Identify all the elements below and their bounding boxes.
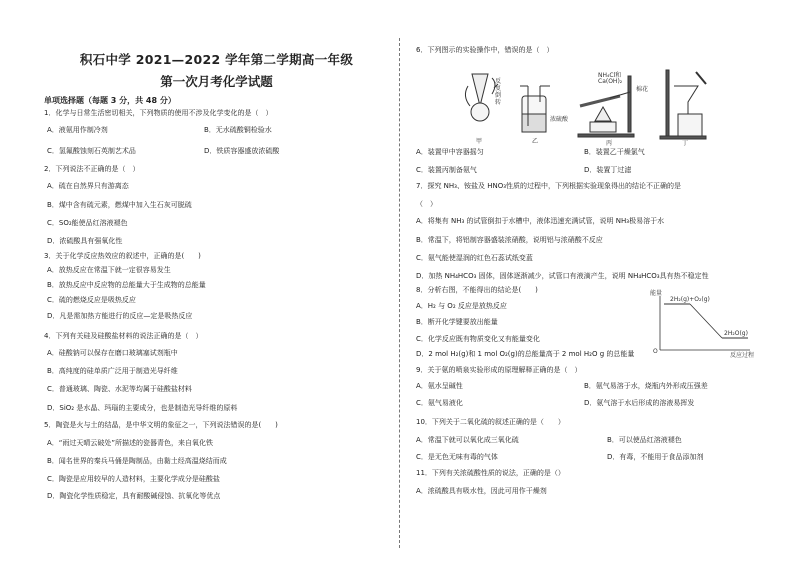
figure-jia <box>465 74 498 121</box>
energy-origin: O <box>653 348 658 355</box>
question-text-line: C．普通玻璃、陶瓷、水泥等均属于硅酸盐材料 <box>47 385 192 393</box>
fig-label-ding: 丁 <box>682 140 689 147</box>
question-text-line: 4．下列有关硅及硅酸盐材料的说法正确的是（ ） <box>44 332 203 340</box>
question-text-line: 11．下列有关浓硫酸性质的说法，正确的是（） <box>416 469 565 477</box>
question-text-line: C．氢氟酸蚀刻石英制艺术品 <box>47 147 136 155</box>
question-text-line: A．硅酸钠可以保存在磨口玻璃塞试剂瓶中 <box>47 349 178 357</box>
question-text-line: A．氨水呈碱性 <box>416 382 463 390</box>
fig-jia-note: 反复倒转 <box>495 78 502 106</box>
option-text-line: B．可以使品红溶液褪色 <box>607 436 682 444</box>
column-divider <box>399 38 400 548</box>
question-text-line: 8．分析右图，不能得出的结论是( ) <box>416 286 538 294</box>
question6-figures <box>460 66 710 147</box>
question-text-line: C．化学反应既有物质变化又有能量变化 <box>416 335 540 343</box>
reactant-label: 2H₂(g)+O₂(g) <box>670 296 710 303</box>
question-text-line: D．加热 NH₄HCO₃ 固体，固体逐渐减少，试管口有液滴产生，说明 NH₄HCO₃具有热不稳定性 <box>416 272 709 280</box>
question-text-line: 10．下列关于二氧化硫的叙述正确的是（ ） <box>416 418 565 426</box>
figure-yi <box>520 86 550 132</box>
question-text-line: B．高纯度的硅单质广泛用于制造光导纤维 <box>47 367 178 375</box>
question-text-line: D．SiO₂ 是水晶、玛瑙的主要成分，也是制造光导纤维的原料 <box>47 404 238 412</box>
figure-bing <box>578 76 634 137</box>
question-text-line: 3．关于化学反应热效应的叙述中，正确的是( ) <box>44 252 201 260</box>
section-heading: 单项选择题（每题 3 分，共 48 分） <box>44 96 176 105</box>
fig-label-yi: 乙 <box>532 138 539 145</box>
fig-label-bing: 丙 <box>606 140 613 147</box>
product-label: 2H₂O(g) <box>724 330 748 337</box>
option-text-line: A．装置甲中容器摇匀 <box>416 148 484 156</box>
question-text-line: D．凡是需加热方能进行的反应—定是吸热反应 <box>47 312 193 320</box>
question-text-line: 2．下列说法不正确的是（ ） <box>44 165 140 173</box>
option-text-line: D．装置丁过滤 <box>584 166 632 174</box>
fig-yi-reagent: 浓硫酸 <box>550 116 569 123</box>
question-text-line: A．浓硫酸具有吸水性，因此可用作干燥剂 <box>416 487 547 495</box>
option-text-line: D．有毒，不能用于食品添加剂 <box>607 453 704 461</box>
figure-ding <box>660 70 706 139</box>
option-text-line: C．装置丙制备氨气 <box>416 166 477 174</box>
question-text-line: 7．探究 NH₃、铵盐及 HNO₃性质的过程中，下列根据实验现象得出的结论不正确的是 <box>416 182 682 190</box>
question-text-line: C．SO₂能使品红溶液褪色 <box>47 219 128 227</box>
question-text-line: 5．陶瓷是火与土的结晶，是中华文明的象征之一，下列说法错误的是( ) <box>44 421 278 429</box>
question-text-line: D．陶瓷化学性质稳定，具有耐酸碱侵蚀、抗氧化等优点 <box>47 492 221 500</box>
exam-title-line1: 积石中学 2021—2022 学年第二学期高一年级 <box>79 52 354 67</box>
question-text-line: A．将集有 NH₃ 的试管倒扣于水槽中，液体迅速充满试管，说明 NH₃极易溶于水 <box>416 217 665 225</box>
energy-xlabel: 反应过程 <box>730 352 755 359</box>
question-text-line: 1．化学与日常生活密切相关，下列物质的使用不涉及化学变化的是（ ） <box>44 109 273 117</box>
question-text-line: A．H₂ 与 O₂ 反应是放热反应 <box>416 302 507 310</box>
question-text-line: C．氨气能使湿润的红色石蕊试纸变蓝 <box>416 254 533 262</box>
energy-curve <box>690 304 722 338</box>
fig-bing-reagent1: NH₄Cl和 <box>598 72 622 79</box>
question-text-line: A．常温下就可以氧化成三氧化硫 <box>416 436 519 444</box>
exam-title-line2: 第一次月考化学试题 <box>160 74 273 89</box>
question-text-line: C．氨气易液化 <box>416 399 463 407</box>
question-text-line: B．闻名世界的秦兵马俑是陶制品，由黏土经高温烧结而成 <box>47 457 227 465</box>
energy-diagram <box>650 292 755 357</box>
question-text-line: 9．关于氨的喷泉实验形成的原理解释正确的是（ ） <box>416 366 582 374</box>
question-text-line: A．放热反应在常温下就一定很容易发生 <box>47 266 171 274</box>
option-text-line: B．无水硫酸铜检验水 <box>204 126 272 134</box>
option-text-line: B．装置乙干燥氯气 <box>584 148 645 156</box>
question-text-line: A．硫在自然界只有游离态 <box>47 182 129 190</box>
fig-bing-reagent2: Ca(OH)₂ <box>598 78 623 85</box>
question-text-line: C．陶瓷是应用较早的人造材料，主要化学成分是硅酸盐 <box>47 475 220 483</box>
option-text-line: B．氨气易溶于水，烧瓶内外形成压强差 <box>584 382 708 390</box>
question-text-line: B．断开化学键要放出能量 <box>416 318 498 326</box>
question-text-line: 6．下列图示的实验操作中，错误的是（ ） <box>416 46 554 54</box>
question-text-line: A．液氨用作制冷剂 <box>47 126 108 134</box>
fig-bing-cotton: 棉花 <box>636 86 649 93</box>
question-text-line: D．浓硫酸具有强氧化性 <box>47 237 123 245</box>
question-text-line: D．2 mol H₂(g)和 1 mol O₂(g)的总能量高于 2 mol H₂O g 的总能量 <box>416 350 635 358</box>
question-text-line: C．是无色无味有毒的气体 <box>416 453 498 461</box>
energy-ylabel: 能量 <box>650 290 663 297</box>
option-text-line: D．铁质容器盛放浓硫酸 <box>204 147 280 155</box>
option-text-line: D．氨气溶于水后形成的溶液易挥发 <box>584 399 695 407</box>
question-text-line: B．常温下，将铝制容器盛装浓硝酸，说明铝与浓硝酸不反应 <box>416 236 603 244</box>
fig-label-jia: 甲 <box>476 138 483 145</box>
question-text-line: B．煤中含有硫元素，燃煤中加入生石灰可脱硫 <box>47 201 192 209</box>
question-text-line: A．“雨过天晴云破处”所描述的瓷器青色，来自氧化铁 <box>47 439 214 447</box>
question-text-line: B．放热反应中反应物的总能量大于生成物的总能量 <box>47 281 206 289</box>
question-text-line: （ ） <box>416 200 437 208</box>
question-text-line: C．硫的燃烧反应是吸热反应 <box>47 296 136 304</box>
